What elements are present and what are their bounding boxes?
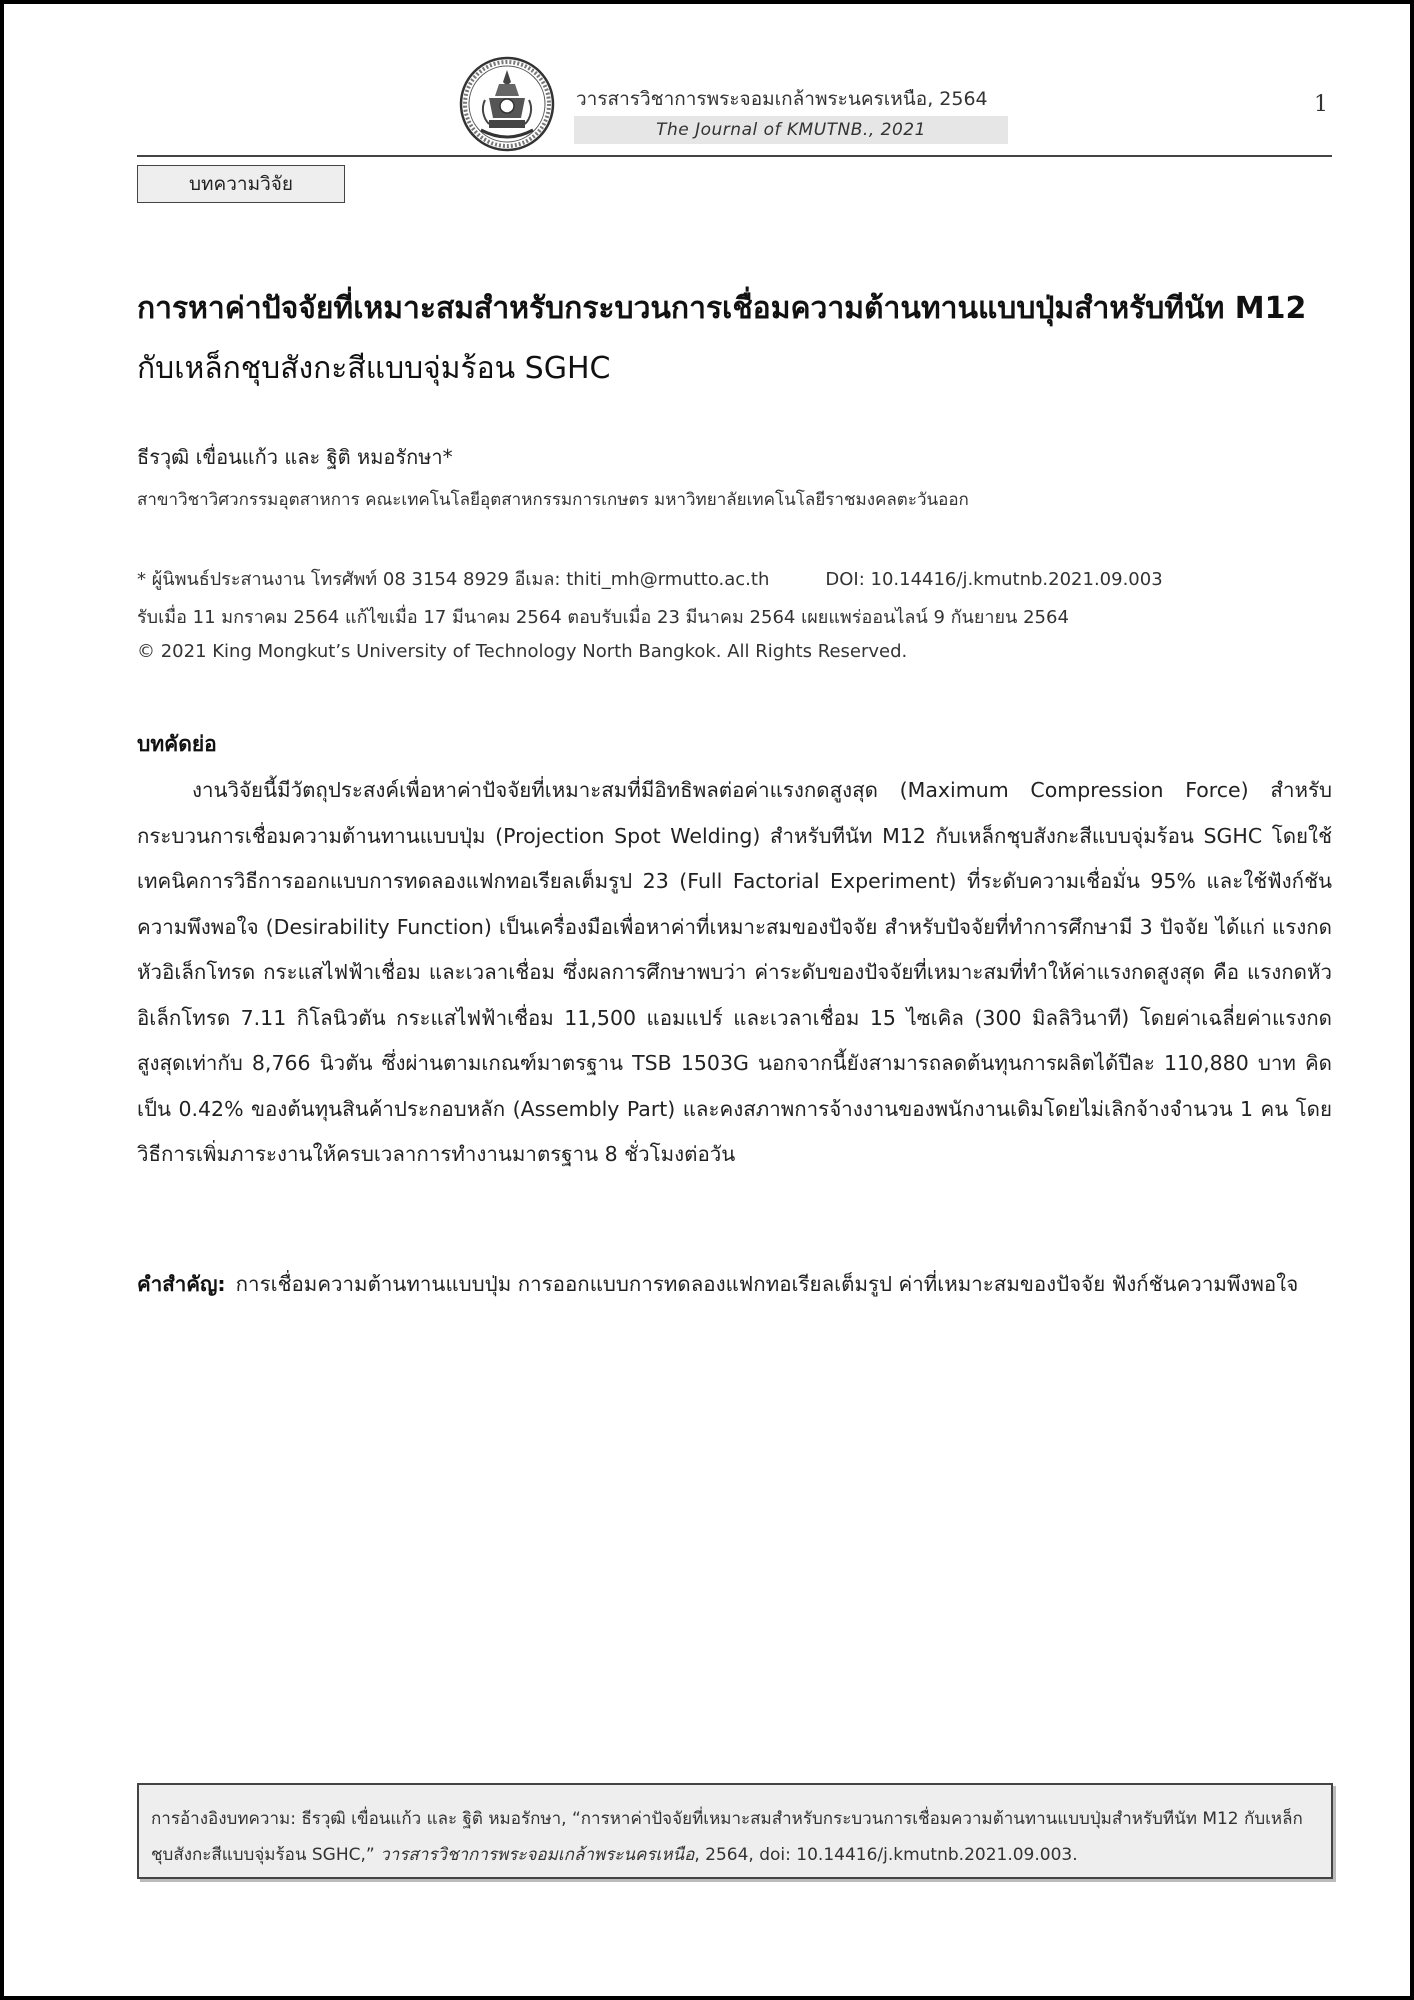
- corresponding-author-line: [137, 564, 1163, 593]
- copyright-notice: © 2021 King Mongkut’s University of Technology North Bangkok. All Rights Reserved.: [137, 641, 908, 662]
- paper-title-line-2: กับเหล็กชุบสังกะสีแบบจุ่มร้อน SGHC: [137, 351, 611, 386]
- journal-name-english: The Journal of KMUTNB., 2021: [574, 116, 1008, 144]
- affiliation: สาขาวิชาวิศวกรรมอุตสาหการ คณะเทคโนโลยีอุตสาหกรรมการเกษตร มหาวิทยาลัยเทคโนโลยีราชมงคลตะวันออก: [137, 490, 969, 510]
- corresponding-author-contact: * ผู้นิพนธ์ประสานงาน โทรศัพท์ 08 3154 8929 อีเมล: thiti_mh@rmutto.ac.th: [137, 569, 770, 590]
- header-divider: [137, 155, 1332, 157]
- publication-dates: รับเมื่อ 11 มกราคม 2564 แก้ไขเมื่อ 17 มีนาคม 2564 ตอบรับเมื่อ 23 มีนาคม 2564 เผยแพร่ออนไลน์ 9 กันยายน 2564: [137, 607, 1069, 628]
- keywords-text: การเชื่อมความต้านทานแบบปุ่ม การออกแบบการทดลองแฟกทอเรียลเต็มรูป ค่าที่เหมาะสมของปัจจัย ฟังก์ชันความพึงพอใจ: [235, 1272, 1299, 1296]
- keywords-label: คำสำคัญ:: [137, 1272, 226, 1296]
- keywords: [137, 1262, 1332, 1306]
- citation-box: [137, 1783, 1333, 1879]
- paper-title: [137, 279, 1337, 399]
- citation-prefix: การอ้างอิงบทความ: ธีรวุฒิ เขื่อนแก้ว และ ฐิติ หมอรักษา, “การหาค่าปัจจัยที่เหมาะสมสำหรับกระบวนการเชื่อมความต้านทานแบบปุ่มสำหรับทีนัท M12 กับเหล็กชุบสังกะสีแบบจุ่มร้อน SGHC,”: [151, 1809, 1303, 1865]
- kmutnb-seal-icon: [459, 56, 555, 152]
- page-number: 1: [1314, 92, 1328, 117]
- doi: DOI: 10.14416/j.kmutnb.2021.09.003: [825, 569, 1163, 590]
- article-type-label: บทความวิจัย: [137, 165, 345, 203]
- abstract-heading: บทคัดย่อ: [137, 732, 217, 756]
- journal-name-thai: วารสารวิชาการพระจอมเกล้าพระนครเหนือ, 2564: [576, 88, 988, 110]
- paper-title-line-1: การหาค่าปัจจัยที่เหมาะสมสำหรับกระบวนการเชื่อมความต้านทานแบบปุ่มสำหรับทีนัท M12: [137, 291, 1307, 326]
- abstract-body: งานวิจัยนี้มีวัตถุประสงค์เพื่อหาค่าปัจจัยที่เหมาะสมที่มีอิทธิพลต่อค่าแรงกดสูงสุด (Maximum Compression Force) สำหรับกระบวนการเชื่อมความต้านทานแบบปุ่ม (Projection Spot Welding) สำหรับทีนัท M12 กับเหล็กชุบสังกะสีแบบจุ่มร้อน SGHC โดยใช้เทคนิคการวิธีการออกแบบการทดลองแฟกทอเรียลเต็มรูป 23 (Full Factorial Experiment) ที่ระดับความเชื่อมั่น 95% และใช้ฟังก์ชันความพึงพอใจ (Desirability Function) เป็นเครื่องมือเพื่อหาค่าที่เหมาะสมของปัจจัย สำหรับปัจจัยที่ทำการศึกษามี 3 ปัจจัย ได้แก่ แรงกดหัวอิเล็กโทรด กระแสไฟฟ้าเชื่อม และเวลาเชื่อม ซึ่งผลการศึกษาพบว่า ค่าระดับของปัจจัยที่เหมาะสมที่ทำให้ค่าแรงกดสูงสุด คือ แรงกดหัวอิเล็กโทรด 7.11 กิโลนิวตัน กระแสไฟฟ้าเชื่อม 11,500 แอมแปร์ และเวลาเชื่อม 15 ไซเคิล (300 มิลลิวินาที) โดยค่าเฉลี่ยค่าแรงกดสูงสุดเท่ากับ 8,766 นิวตัน ซึ่งผ่านตามเกณฑ์มาตรฐาน TSB 1503G นอกจากนี้ยังสามารถลดต้นทุนการผลิตได้ปีละ 110,880 บาท คิดเป็น 0.42% ของต้นทุนสินค้าประกอบหลัก (Assembly Part) และคงสภาพการจ้างงานของพนักงานเดิมโดยไม่เลิกจ้างจำนวน 1 คน โดยวิธีการเพิ่มภาระงานให้ครบเวลาการทำงานมาตรฐาน 8 ชั่วโมงต่อวัน: [137, 778, 1332, 1166]
- citation-journal: วารสารวิชาการพระจอมเกล้าพระนครเหนือ: [380, 1845, 695, 1865]
- authors: ธีรวุฒิ เขื่อนแก้ว และ ฐิติ หมอรักษา*: [137, 445, 453, 469]
- citation-suffix: , 2564, doi: 10.14416/j.kmutnb.2021.09.003.: [694, 1845, 1078, 1865]
